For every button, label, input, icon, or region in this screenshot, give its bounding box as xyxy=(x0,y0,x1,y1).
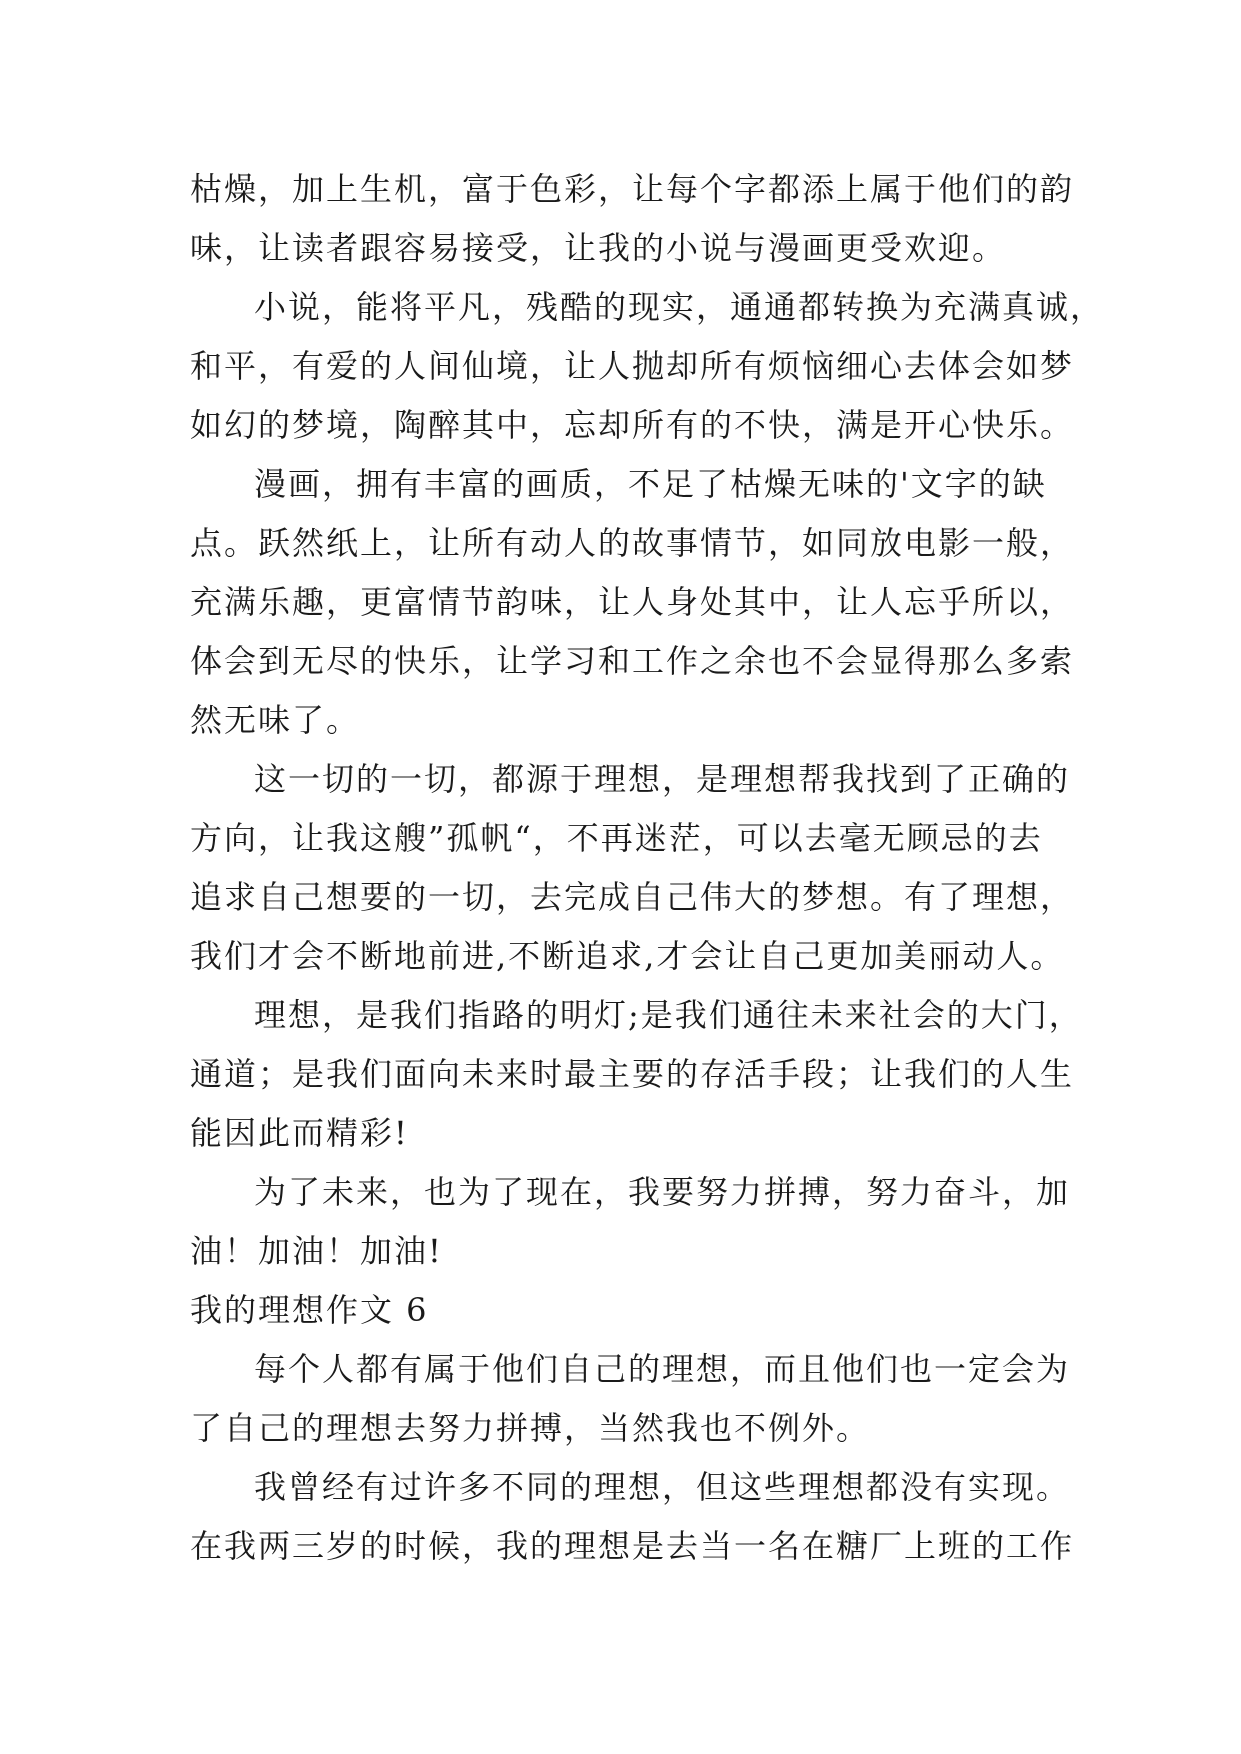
text-line: 和平，有爱的人间仙境，让人抛却所有烦恼细心去体会如梦 xyxy=(190,347,1075,385)
text-line: 枯燥，加上生机，富于色彩，让每个字都添上属于他们的韵 xyxy=(190,170,1075,208)
text-line: 理想，是我们指路的明灯;是我们通往未来社会的大门， xyxy=(254,996,1083,1034)
paragraph-7 xyxy=(190,1340,1070,1458)
text-line: 为了未来，也为了现在，我要努力拼搏，努力奋斗，加 xyxy=(254,1173,1071,1211)
text-line: 我曾经有过许多不同的理想，但这些理想都没有实现。 xyxy=(254,1468,1071,1506)
text-line: 油！加油！加油! xyxy=(190,1232,443,1270)
text-line: 体会到无尽的快乐，让学习和工作之余也不会显得那么多索 xyxy=(190,642,1075,680)
text-line: 通道；是我们面向未来时最主要的存活手段；让我们的人生 xyxy=(190,1055,1075,1093)
text-line: 充满乐趣，更富情节韵味，让人身处其中，让人忘乎所以， xyxy=(190,583,1075,621)
text-line: 这一切的一切，都源于理想，是理想帮我找到了正确的 xyxy=(254,760,1071,798)
paragraph-3 xyxy=(190,455,1075,750)
text-line: 我们才会不断地前进,不断追求,才会让自己更加美丽动人。 xyxy=(190,937,1065,975)
text-line: 漫画，拥有丰富的画质，不足了枯燥无味的'文字的缺 xyxy=(254,465,1047,503)
paragraph-5 xyxy=(190,986,1083,1163)
paragraph-8 xyxy=(190,1458,1075,1576)
paragraph-4 xyxy=(190,750,1075,986)
text-line: 每个人都有属于他们自己的理想，而且他们也一定会为 xyxy=(254,1350,1071,1388)
text-line: 然无味了。 xyxy=(190,701,361,739)
document-body xyxy=(190,160,1105,1576)
paragraph-1 xyxy=(190,160,1075,278)
text-line: 方向，让我这艘”孤帆“，不再迷茫，可以去毫无顾忌的去 xyxy=(190,819,1043,857)
paragraph-6 xyxy=(190,1163,1070,1281)
text-line: 如幻的梦境，陶醉其中，忘却所有的不快，满是开心快乐。 xyxy=(190,406,1075,444)
text-line: 追求自己想要的一切，去完成自己伟大的梦想。有了理想， xyxy=(190,878,1075,916)
paragraph-2 xyxy=(190,278,1105,455)
text-line: 了自己的理想去努力拼搏，当然我也不例外。 xyxy=(190,1409,871,1447)
text-line: 味，让读者跟容易接受，让我的小说与漫画更受欢迎。 xyxy=(190,229,1007,267)
text-line: 小说，能将平凡，残酷的现实，通通都转换为充满真诚， xyxy=(254,288,1105,326)
text-line: 在我两三岁的时候，我的理想是去当一名在糖厂上班的工作 xyxy=(190,1527,1075,1565)
text-line: 能因此而精彩! xyxy=(190,1114,409,1152)
text-line: 点。跃然纸上，让所有动人的故事情节，如同放电影一般， xyxy=(190,524,1075,562)
section-heading: 我的理想作文 6 xyxy=(190,1291,429,1329)
